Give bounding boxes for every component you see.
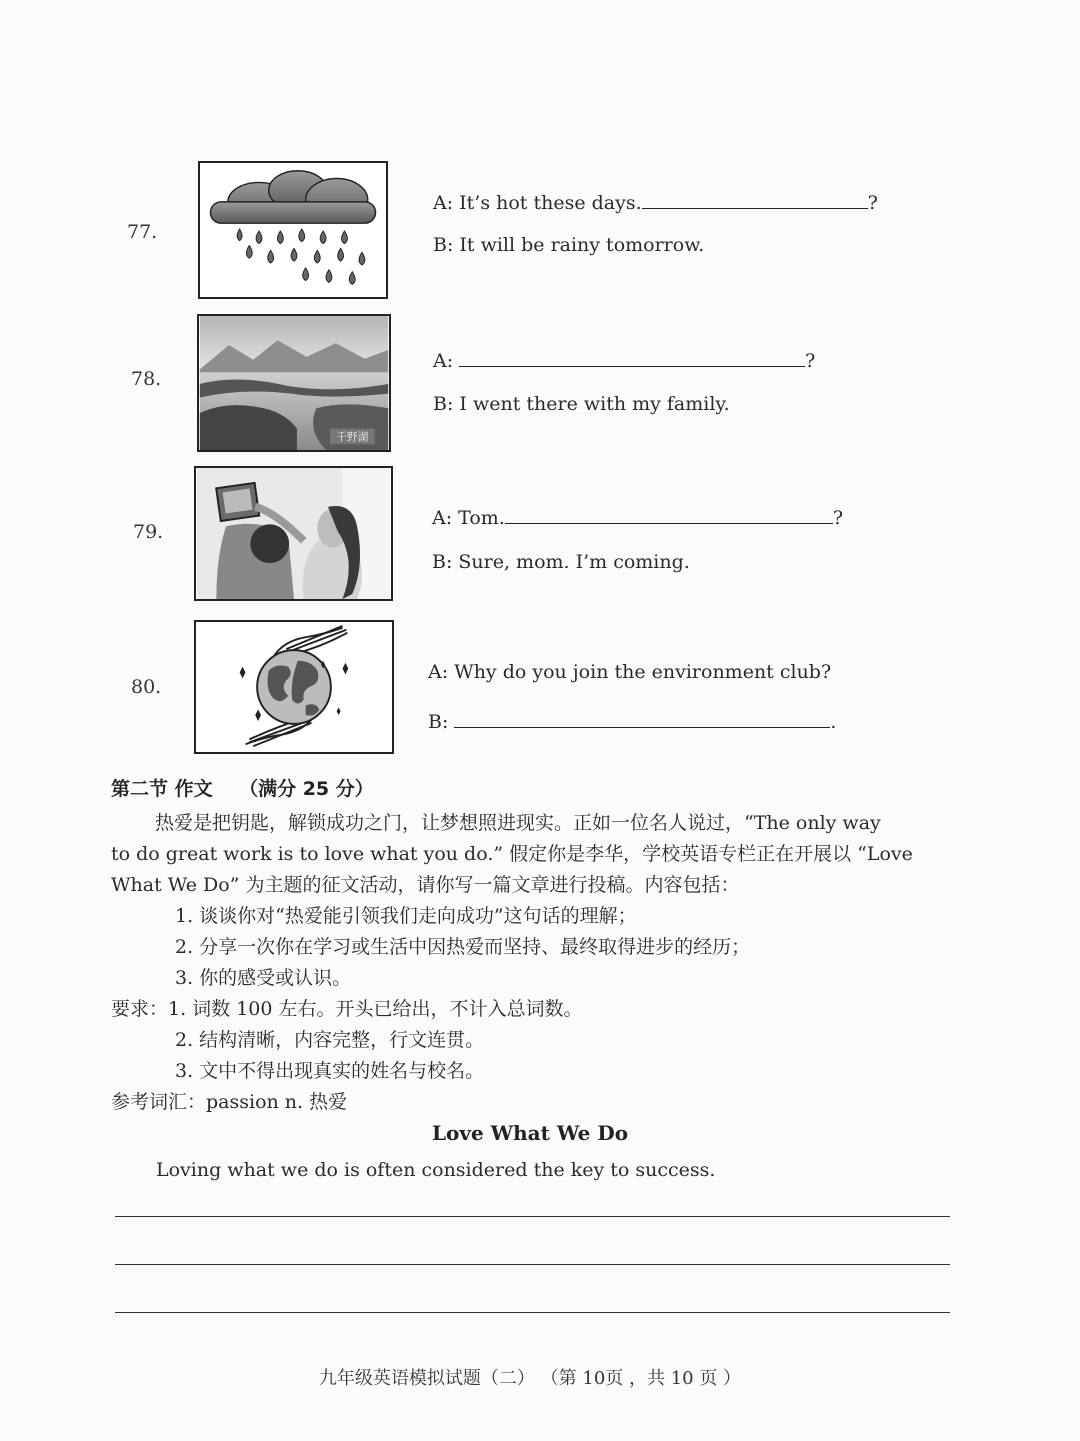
q79-answer-blank[interactable] <box>505 505 833 524</box>
q80-answer-blank[interactable] <box>454 709 830 728</box>
q77-line-b: B: It will be rainy tomorrow. <box>433 234 705 256</box>
hands-holding-earth-icon <box>194 620 394 754</box>
content-item: 3. 你的感受或认识。 <box>175 967 352 989</box>
requirement-item: 2. 结构清晰，内容完整，行文连贯。 <box>175 1029 485 1051</box>
q77-answer-blank[interactable] <box>642 190 868 209</box>
q78-line-b: B: I went there with my family. <box>433 393 730 415</box>
essay-title: Love What We Do <box>431 1121 629 1145</box>
question-number-77: 77. <box>127 221 158 243</box>
writing-prompt <box>111 808 951 1118</box>
q79-speaker-a-text: A: Tom. <box>432 507 505 529</box>
section-score: （满分 25 分） <box>239 778 374 800</box>
content-item: 2. 分享一次你在学习或生活中因热爱而坚持、最终取得进步的经历； <box>175 936 751 958</box>
photo-caption: 千野湖 <box>336 430 369 444</box>
section-heading <box>111 774 374 801</box>
q78-question-mark: ? <box>805 350 816 372</box>
content-item: 1. 谈谈你对“热爱能引领我们走向成功”这句话的理解； <box>175 905 637 927</box>
q80-speaker-b-text: B: <box>428 711 449 733</box>
q79-line-a <box>432 505 843 529</box>
section-title: 第二节 作文 <box>111 778 213 800</box>
question-number-80: 80. <box>131 676 162 698</box>
q80-period: . <box>830 711 837 733</box>
question-number-79: 79. <box>133 521 164 543</box>
q79-question-mark: ? <box>832 507 844 529</box>
q77-speaker-a-text: A: It’s hot these days. <box>433 192 642 214</box>
requirement-item: 3. 文中不得出现真实的姓名与校名。 <box>175 1060 485 1082</box>
q77-question-mark: ? <box>867 192 878 214</box>
prompt-line: 热爱是把钥匙，解锁成功之门，让梦想照进现实。正如一位名人说过，“The only way <box>155 812 881 834</box>
q78-speaker-a-text: A: <box>433 350 454 372</box>
requirement-row <box>111 994 951 1025</box>
q79-line-b: B: Sure, mom. I’m coming. <box>432 551 690 573</box>
q80-line-a: A: Why do you join the environment club? <box>428 661 832 683</box>
question-number-78: 78. <box>131 368 162 390</box>
q78-answer-blank[interactable] <box>459 348 805 367</box>
requirements-label: 要求： <box>111 998 169 1020</box>
q78-line-a <box>433 348 815 372</box>
vocab-note: 参考词汇：passion n. 热爱 <box>111 1091 348 1113</box>
prompt-line: to do great work is to love what you do.” 假定你是李华，学校英语专栏正在开展以 “Love <box>111 843 913 865</box>
mother-son-photo <box>194 466 393 601</box>
q77-line-a <box>433 190 878 214</box>
q80-line-b <box>428 709 836 733</box>
writing-line[interactable] <box>115 1312 950 1313</box>
essay-opening: Loving what we do is often considered the key to success. <box>156 1159 716 1181</box>
page-footer: 九年级英语模拟试题（二） （第 10页 ，共 10 页 ） <box>318 1368 742 1389</box>
requirement-item: 1. 词数 100 左右。开头已给出，不计入总词数。 <box>168 998 583 1020</box>
lake-landscape-photo <box>197 314 391 452</box>
prompt-line: What We Do” 为主题的征文活动，请你写一篇文章进行投稿。内容包括： <box>111 874 740 896</box>
writing-line[interactable] <box>115 1216 950 1217</box>
rain-cloud-icon <box>198 161 388 299</box>
writing-line[interactable] <box>115 1264 950 1265</box>
